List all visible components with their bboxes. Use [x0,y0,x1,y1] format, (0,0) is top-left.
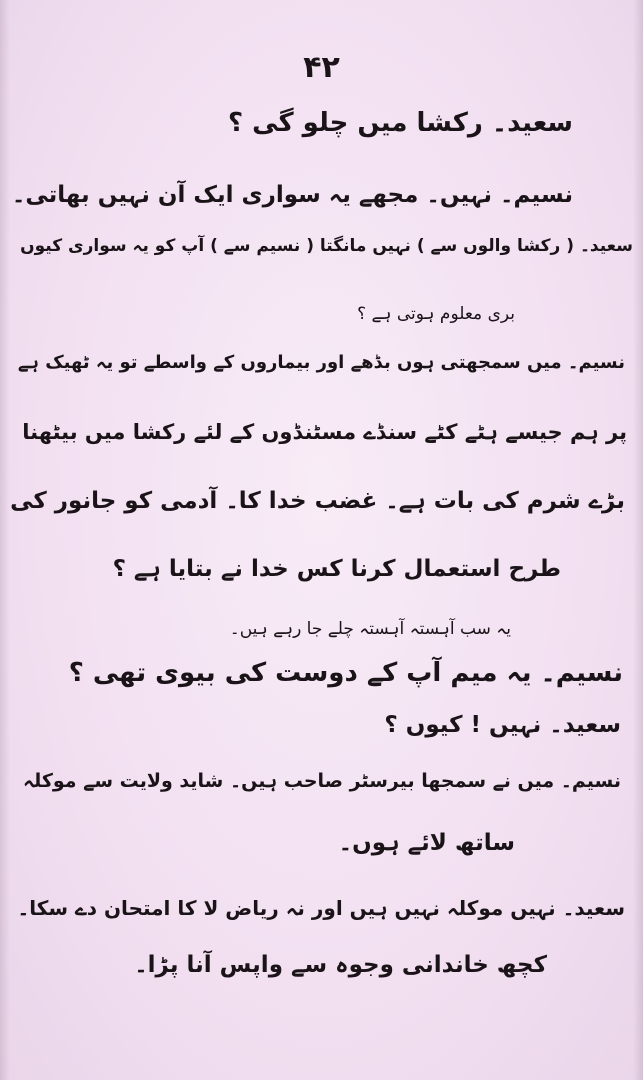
dialogue-line-10: سعید۔ نہیں ! کیوں ؟ [384,712,621,738]
dialogue-line-7: بڑے شرم کی بات ہے۔ غضب خدا کا۔ آدمی کو جانور کی [10,488,625,514]
page-edge-shadow-left [0,0,10,1080]
dialogue-line-4: بری معلوم ہوتی ہے ؟ [357,304,515,324]
stage-direction: یہ سب آہستہ آہستہ چلے جا رہے ہیں۔ [229,619,511,639]
dialogue-line-11: نسیم۔ میں نے سمجھا بیرسٹر صاحب ہیں۔ شاید ولایت سے موکلہ [22,770,621,792]
dialogue-line-9: نسیم۔ یہ میم آپ کے دوست کی بیوی تھی ؟ [68,658,623,688]
dialogue-line-1: سعید۔ رکشا میں چلو گی ؟ [228,108,573,138]
dialogue-line-14: کچھ خاندانی وجوہ سے واپس آنا پڑا۔ [134,952,547,978]
page-edge-shadow-right [633,0,643,1080]
dialogue-line-5: نسیم۔ میں سمجھتی ہوں بڈھے اور بیماروں کے واسطے تو یہ ٹھیک ہے [17,352,625,373]
dialogue-line-8: طرح استعمال کرنا کس خدا نے بتایا ہے ؟ [112,556,561,582]
dialogue-line-12: ساتھ لائے ہوں۔ [338,830,515,856]
dialogue-line-3: سعید۔ ( رکشا والوں سے ) نہیں مانگتا ( نسیم سے ) آپ کو یہ سواری کیوں [20,236,633,256]
dialogue-line-6: پر ہم جیسے ہٹے کٹے سنڈے مسٹنڈوں کے لئے رکشا میں بیٹھنا [22,420,627,444]
page-number: ۴۲ [303,50,340,85]
dialogue-line-2: نسیم۔ نہیں۔ مجھے یہ سواری ایک آن نہیں بھاتی۔ [11,182,573,208]
dialogue-line-13: سعید۔ نہیں موکلہ نہیں ہیں اور نہ ریاض لا کا امتحان دے سکا۔ [17,896,625,920]
